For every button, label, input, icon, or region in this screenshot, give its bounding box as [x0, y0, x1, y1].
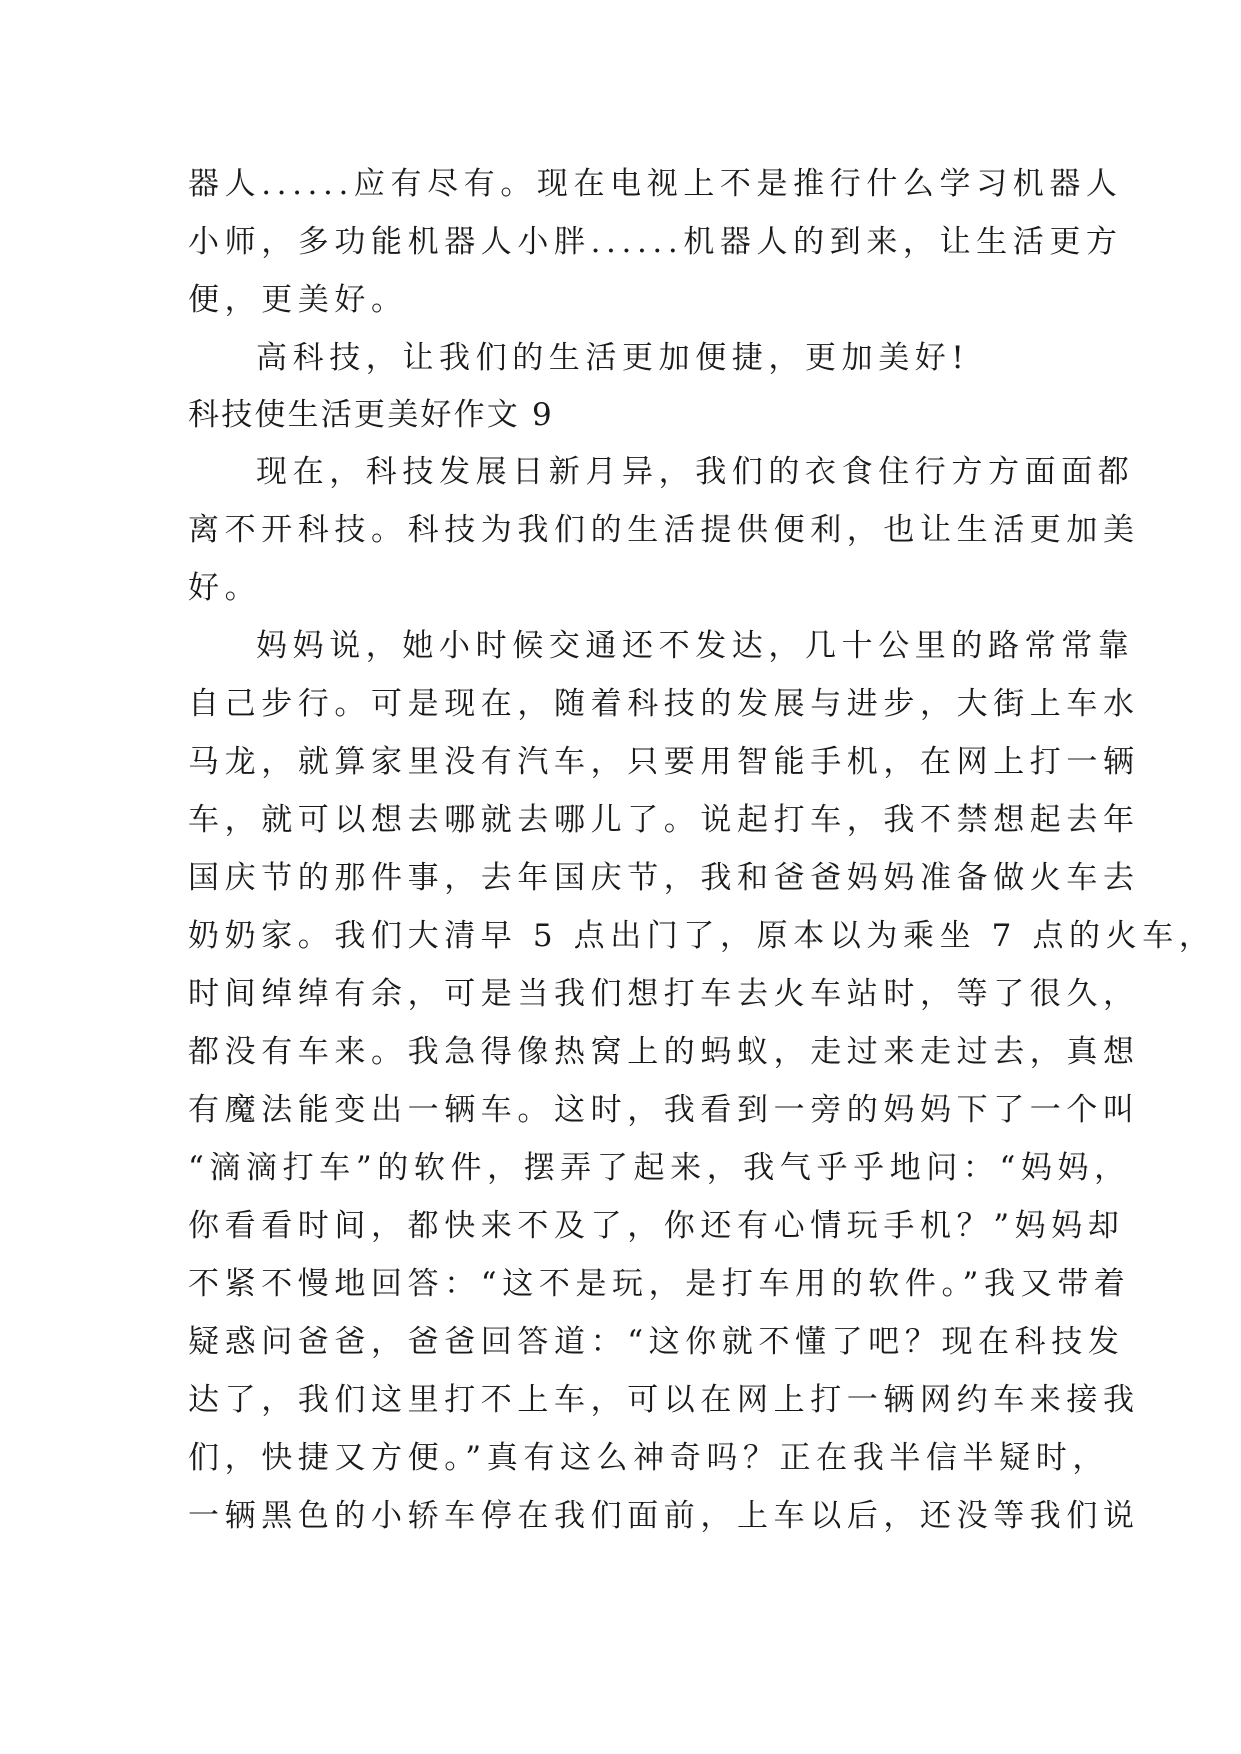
paragraph [188, 155, 1123, 329]
text-line: 不紧不慢地回答：“这不是玩，是打车用的软件。”我又带着 [188, 1266, 1131, 1302]
text-line: 妈妈说，她小时候交通还不发达，几十公里的路常常靠 [256, 628, 1135, 664]
text-line: “滴滴打车”的软件，摆弄了起来，我气乎乎地问：“妈妈， [188, 1150, 1131, 1186]
paragraph [188, 329, 1058, 387]
document-body [188, 155, 1216, 1545]
text-line: 离不开科技。科技为我们的生活提供便利，也让生活更加美 [188, 512, 1140, 548]
text-line: 好。 [188, 570, 262, 606]
text-line: 器人......应有尽有。现在电视上不是推行什么学习机器人 [188, 166, 1123, 202]
heading-text: 科技使生活更美好作文 9 [188, 397, 554, 433]
text-line: 都没有车来。我急得像热窝上的蚂蚁，走过来走过去，真想 [188, 1034, 1140, 1070]
text-line: 达了，我们这里打不上车，可以在网上打一辆网约车来接我 [188, 1382, 1140, 1418]
text-line: 车，就可以想去哪就去哪儿了。说起打车，我不禁想起去年 [188, 802, 1140, 838]
text-line: 高科技，让我们的生活更加便捷，更加美好! [256, 340, 970, 376]
text-line: 疑惑问爸爸，爸爸回答道：“这你就不懂了吧？现在科技发 [188, 1324, 1125, 1360]
text-line: 小师，多功能机器人小胖......机器人的到来，让生活更方 [188, 224, 1123, 260]
text-line: 们，快捷又方便。”真有这么神奇吗？正在我半信半疑时， [188, 1440, 1109, 1476]
text-line: 自己步行。可是现在，随着科技的发展与进步，大街上车水 [188, 686, 1140, 722]
text-line: 时间绰绰有余，可是当我们想打车去火车站时，等了很久， [188, 976, 1140, 1012]
text-line: 马龙，就算家里没有汽车，只要用智能手机，在网上打一辆 [188, 744, 1140, 780]
essay-heading [188, 387, 1058, 443]
paragraph [188, 617, 1216, 1545]
text-line: 一辆黑色的小轿车停在我们面前，上车以后，还没等我们说 [188, 1498, 1140, 1534]
text-line: 国庆节的那件事，去年国庆节，我和爸爸妈妈准备做火车去 [188, 860, 1140, 896]
paragraph [188, 443, 1140, 617]
text-line: 便，更美好。 [188, 282, 408, 318]
text-line: 现在，科技发展日新月异，我们的衣食住行方方面面都 [256, 454, 1135, 490]
text-line: 奶奶家。我们大清早 5 点出门了，原本以为乘坐 7 点的火车， [188, 918, 1216, 954]
text-line: 有魔法能变出一辆车。这时，我看到一旁的妈妈下了一个叫 [188, 1092, 1140, 1128]
text-line: 你看看时间，都快来不及了，你还有心情玩手机？”妈妈却 [188, 1208, 1125, 1244]
